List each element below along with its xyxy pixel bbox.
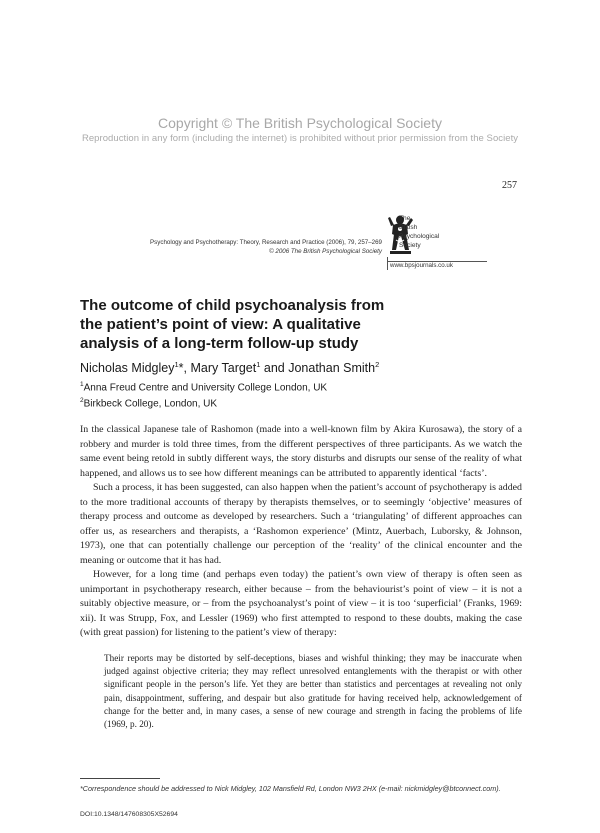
paragraph-3: However, for a long time (and perhaps even today) the patient’s own view of therapy is often seen as unimportant in psychotherapy research, either because – from the behaviourist’s point of view – it is not a suitably objective measure, or – from the psychoanalyst’s point of view – it is too ‘superficial’ (Franks, 1969: xii). It was Strupp, Fox, and Lessler (1969) who first attempted to respond to these doubts, making the case (with great passion) for listening to the patient’s view of therapy: (80, 569, 522, 638)
affiliation-marker: 2 (375, 360, 380, 369)
journal-citation-block (150, 238, 382, 256)
title-line-3: analysis of a long-term follow-up study (80, 335, 359, 352)
paragraph-2: Such a process, it has been suggested, can also happen when the patient’s account of psychotherapy is added to the more traditional accounts of therapy by therapists themselves, or to seemingly ‘objective’ measures of therapy process and outcome as developed by researchers. Such a ‘triangulating’ of different approaches can offer us, as researchers and therapists, a ‘Rashomon experience’ (Mintz, Auerbach, Luborsky, & Johnson, 1973), one that can potentially challenge our perception of the ‘reality’ of the clinical encounter and the meaning or outcome that it has had. (80, 482, 522, 566)
affiliation-text: Birkbeck College, London, UK (83, 398, 218, 410)
author-name: Nicholas Midgley (80, 361, 175, 376)
affiliation-1 (80, 381, 327, 393)
affiliation-2 (80, 397, 217, 409)
author-name: Mary Target (190, 361, 257, 376)
block-quote: Their reports may be distorted by self-deceptions, biases and wishful thinking; they may be inaccurate when judged against objective criteria; they may reflect unresolved entanglements with the therapist or with other significant people in the person’s life. Yet they are better than statistics and percentages at revealing not only pain, disappointment, suffering, and despair but also gratitude for having received help, acknowledgement of change for the better and, in many cases, a sense of new courage and strength in facing the problems of life (1969, p. 20). (104, 653, 522, 730)
title-line-1: The outcome of child psychoanalysis from (80, 297, 385, 314)
author-conjunction: and (260, 361, 289, 376)
journal-copyright: © 2006 The British Psychological Society (269, 248, 382, 255)
page-number: 257 (502, 180, 517, 191)
affiliation-number: 2 (80, 397, 84, 404)
article-body (80, 423, 522, 641)
doi: DOI:10.1348/147608305X52694 (80, 811, 178, 818)
footnote-rule (80, 778, 160, 779)
logo-text (399, 214, 439, 250)
author-name: Jonathan Smith (288, 361, 376, 376)
affiliation-marker: 1 (256, 360, 261, 369)
paragraph-1: In the classical Japanese tale of Rashomon (made into a well-known film by Akira Kurosawa), the story of a robbery and murder is told three times, from the different perspectives of three participants. As we watch the same event being retold in subtly different ways, the story disturbs and disrupts our sense of the reality of what happened, and allows us to see how different meanings can be attributed to apparently identical ‘facts’. (80, 424, 522, 479)
author-list (80, 360, 379, 375)
corresponding-marker: *, (178, 361, 191, 376)
affiliation-marker: 1 (174, 360, 179, 369)
affiliation-number: 1 (80, 381, 84, 388)
logo-line-3: Psychological (399, 233, 440, 240)
logo-line-4: Society (399, 242, 421, 249)
copyright-watermark: Copyright © The British Psychological Society (158, 115, 442, 131)
logo-line-1: The (399, 215, 411, 222)
title-line-2: the patient’s point of view: A qualitative (80, 316, 361, 333)
logo-line-2: British (399, 224, 418, 231)
journal-citation: Psychology and Psychotherapy: Theory, Research and Practice (2006), 79, 257–269 (150, 239, 382, 246)
reproduction-notice: Reproduction in any form (including the internet) is prohibited without prior permission from the Society (81, 133, 519, 144)
affiliation-text: Anna Freud Centre and University College London, UK (83, 382, 328, 394)
website-url: www.bpsjournals.co.uk (390, 262, 453, 269)
article-title (80, 296, 520, 353)
correspondence-footnote: *Correspondence should be addressed to Nick Midgley, 102 Mansfield Rd, London NW3 2HX (e-mail: nickmidgley@btconnect.com). (80, 784, 501, 793)
